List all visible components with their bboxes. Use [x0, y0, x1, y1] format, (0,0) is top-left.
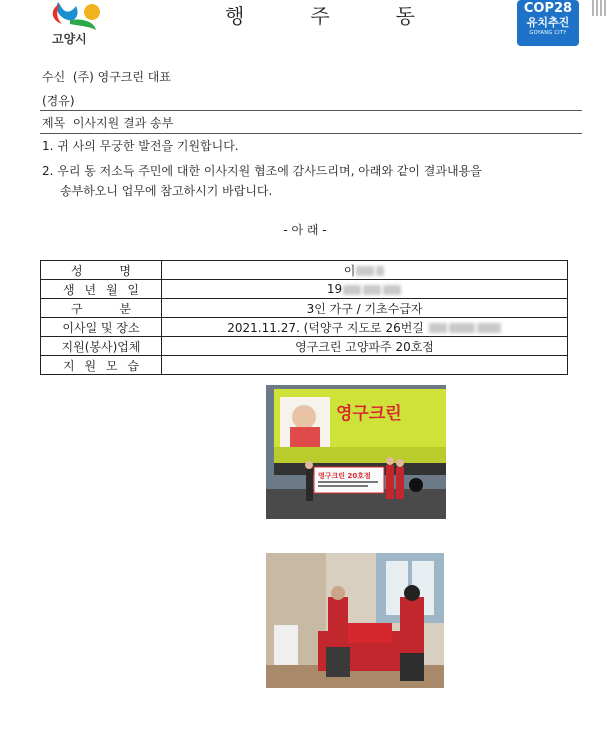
- truck-text: 영구크린: [336, 404, 402, 424]
- row-value: 2021.11.27. (덕양구 지도로 26번길: [162, 318, 568, 337]
- row-label: 생 년 월 일: [41, 280, 162, 299]
- row-label: 이사일 및 장소: [41, 318, 162, 337]
- banner-text: 영구크린 20호점: [318, 472, 371, 480]
- row-label: 성 명: [41, 261, 162, 280]
- logo-text: 고양시: [52, 32, 87, 46]
- divider: [40, 133, 582, 134]
- body-item-1: 1. 귀 사의 무궁한 발전을 기원합니다.: [42, 139, 239, 153]
- document-title: 행 주 동: [225, 4, 415, 28]
- row-label: 구 분: [41, 299, 162, 318]
- table-row: [41, 337, 568, 356]
- via-line: (경유): [42, 94, 75, 108]
- center-note: - 아 래 -: [283, 223, 327, 237]
- recipient-line: 수신 (주) 영구크린 대표: [42, 70, 171, 84]
- row-label: 지 원 모 습: [41, 356, 162, 375]
- table-row: [41, 299, 568, 318]
- subject-line: 제목 이사지원 결과 송부: [42, 116, 174, 130]
- body-item-2-line2: 송부하오니 업무에 참고하시기 바랍니다.: [60, 184, 273, 198]
- result-table: [40, 260, 568, 480]
- support-photo-truck: [266, 385, 446, 519]
- support-photo-indoor: [266, 553, 444, 688]
- table-row: [41, 261, 568, 280]
- row-value: 영구크린 고양파주 20호점: [162, 337, 568, 356]
- divider: [40, 110, 582, 111]
- photo-cell: [162, 356, 568, 480]
- row-value: 이: [162, 261, 568, 280]
- body-item-2-line1: 2. 우리 동 저소득 주민에 대한 이사지원 협조에 감사드리며, 아래와 같이 결과내용을: [42, 164, 482, 178]
- qr-code-icon: [592, 0, 606, 16]
- row-label: 지원(봉사)업체: [41, 337, 162, 356]
- cop28-badge: COP28 유치추진 GOYANG CITY: [517, 0, 579, 46]
- table-row-photos: [41, 356, 568, 375]
- row-value: 3인 가구 / 기초수급자: [162, 299, 568, 318]
- row-value: 19: [162, 280, 568, 299]
- table-row: [41, 280, 568, 299]
- table-row: [41, 318, 568, 337]
